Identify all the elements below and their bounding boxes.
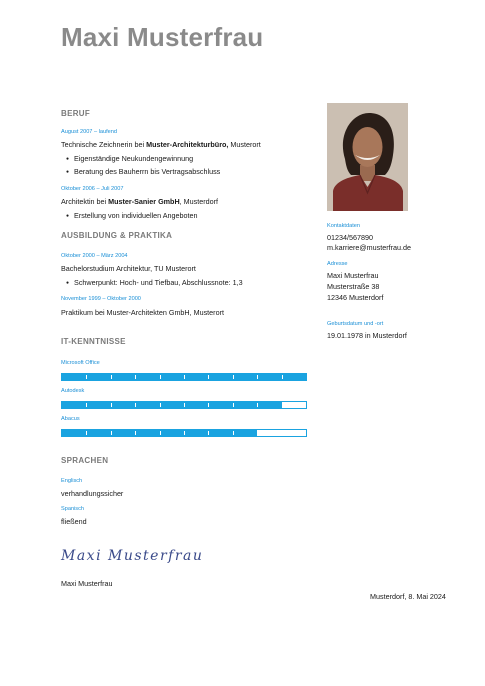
job-bullet: ● Beratung des Bauherrn bis Vertragsabschluss (66, 167, 220, 176)
skill-bar-tick (208, 403, 209, 407)
job-title: Technische Zeichnerin bei Muster-Architekturbüro, Musterort (61, 140, 261, 149)
skill-bar-tick (86, 375, 87, 379)
skill-bar (61, 401, 307, 409)
skill-bar-tick (184, 431, 185, 435)
education-text: Bachelorstudium Architektur, TU Musterort (61, 264, 196, 273)
section-heading-it: IT-KENNTNISSE (61, 337, 126, 346)
skill-bar-tick (233, 375, 234, 379)
skill-bar-tick (160, 403, 161, 407)
section-heading-sprachen: SPRACHEN (61, 456, 109, 465)
skill-bar-tick (257, 403, 258, 407)
skill-bar-tick (135, 375, 136, 379)
education-bullet: ● Schwerpunkt: Hoch- und Tiefbau, Abschlussnote: 1,3 (66, 278, 243, 287)
language-level: fließend (61, 517, 87, 526)
address-line: Musterstraße 38 (327, 282, 380, 291)
portrait-image (327, 103, 408, 211)
skill-bar (61, 429, 307, 437)
section-heading-beruf: BERUF (61, 109, 91, 118)
signature-name: Maxi Musterfrau (61, 579, 113, 588)
job-date: Oktober 2006 – Juli 2007 (61, 186, 124, 192)
skill-label: Abacus (61, 416, 80, 422)
skill-bar (61, 373, 307, 381)
job-bullet: ● Erstellung von individuellen Angeboten (66, 211, 198, 220)
contact-label: Kontaktdaten (327, 223, 360, 229)
job-date: August 2007 – laufend (61, 129, 117, 135)
skill-bar-tick (282, 375, 283, 379)
contact-phone[interactable]: 01234/567890 (327, 233, 373, 242)
birth-info: 19.01.1978 in Musterdorf (327, 331, 407, 340)
skill-bar-tick (135, 431, 136, 435)
skill-label: Microsoft Office (61, 360, 100, 366)
profile-photo (327, 103, 408, 211)
education-date: November 1999 – Oktober 2000 (61, 296, 141, 302)
skill-bar-tick (257, 431, 258, 435)
language-name: Spanisch (61, 506, 85, 512)
contact-email[interactable]: m.karriere@musterfrau.de (327, 243, 411, 252)
job-bullet: ● Eigenständige Neukundengewinnung (66, 154, 193, 163)
skill-bar-tick (208, 375, 209, 379)
skill-bar-tick (257, 375, 258, 379)
skill-bar-tick (135, 403, 136, 407)
skill-bar-tick (184, 403, 185, 407)
birth-label: Geburtsdatum und -ort (327, 321, 384, 327)
language-level: verhandlungssicher (61, 489, 124, 498)
skill-bar-tick (233, 431, 234, 435)
skill-bar-tick (282, 403, 283, 407)
handwritten-signature: Maxi Musterfrau (61, 548, 204, 564)
education-text: Praktikum bei Muster-Architekten GmbH, Musterort (61, 308, 224, 317)
skill-bar-tick (208, 431, 209, 435)
skill-bar-tick (160, 375, 161, 379)
job-title: Architektin bei Muster-Sanier GmbH, Musterdorf (61, 197, 218, 206)
skill-bar-tick (111, 403, 112, 407)
address-line: Maxi Musterfrau (327, 271, 379, 280)
skill-bar-tick (111, 375, 112, 379)
skill-bar-tick (184, 375, 185, 379)
skill-bar-tick (111, 431, 112, 435)
skill-bar-tick (282, 431, 283, 435)
education-date: Oktober 2000 – März 2004 (61, 253, 128, 259)
address-line: 12346 Musterdorf (327, 293, 384, 302)
skill-bar-tick (86, 403, 87, 407)
cv-name: Maxi Musterfrau (61, 22, 264, 52)
place-date: Musterdorf, 8. Mai 2024 (370, 592, 446, 601)
skill-label: Autodesk (61, 388, 85, 394)
address-label: Adresse (327, 261, 348, 267)
language-name: Englisch (61, 478, 83, 484)
skill-bar-tick (233, 403, 234, 407)
section-heading-ausbildung: AUSBILDUNG & PRAKTIKA (61, 231, 173, 240)
skill-bar-tick (160, 431, 161, 435)
skill-bar-tick (86, 431, 87, 435)
